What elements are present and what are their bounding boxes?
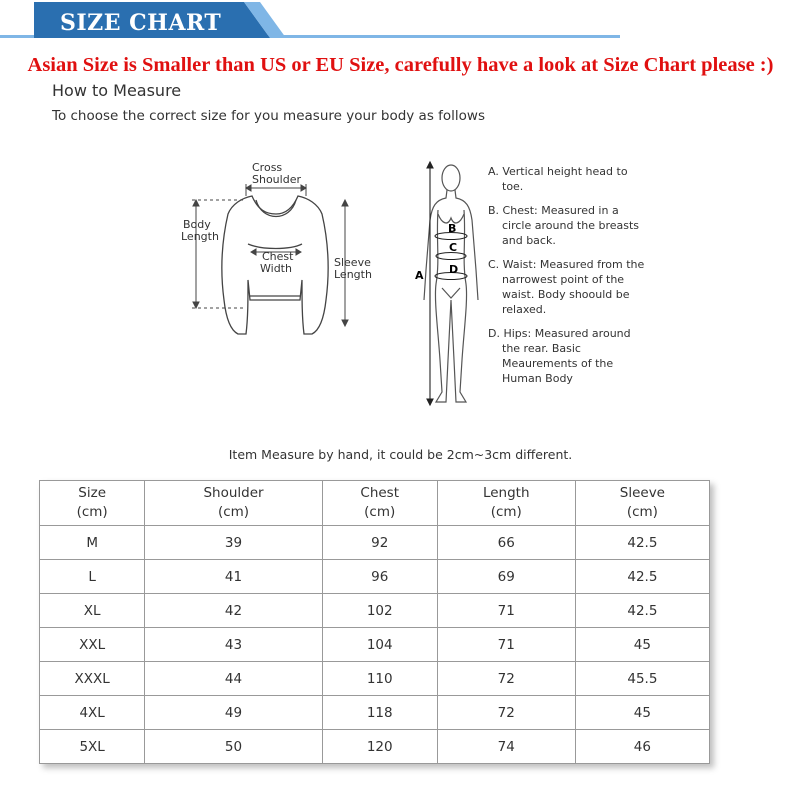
body-label-line1: Body (183, 218, 211, 231)
cell-chest: 92 (322, 526, 437, 560)
letter-a: A (415, 269, 424, 282)
table-row (40, 730, 710, 764)
sleeve-length-label-line2: Length (334, 268, 372, 281)
header-length: Length (cm) (437, 481, 575, 526)
cell-shoulder: 44 (145, 662, 322, 696)
cell-sleeve: 45.5 (575, 662, 709, 696)
cell-size: 4XL (40, 696, 145, 730)
letter-c: C (449, 241, 458, 254)
cell-size: L (40, 560, 145, 594)
note-hips: D. Hips: Measured around the rear. Basic Meaurements of the Human Body (488, 327, 631, 385)
cell-length: 72 (437, 696, 575, 730)
cell-shoulder: 41 (145, 560, 322, 594)
asian-size-warning: Asian Size is Smaller than US or EU Size, carefully have a look at Size Chart please :) (27, 54, 774, 76)
cell-length: 66 (437, 526, 575, 560)
cell-length: 71 (437, 594, 575, 628)
cell-size: XL (40, 594, 145, 628)
how-to-measure-subtitle: To choose the correct size for you measure your body as follows (52, 108, 485, 124)
table-row (40, 662, 710, 696)
cell-sleeve: 42.5 (575, 560, 709, 594)
cell-size: 5XL (40, 730, 145, 764)
cell-size: M (40, 526, 145, 560)
cross-label-line1: Cross (252, 161, 283, 174)
table-row (40, 526, 710, 560)
table-header-row (40, 481, 710, 526)
shoulder-label-line2: Shoulder (252, 173, 301, 186)
cell-size: XXXL (40, 662, 145, 696)
cell-length: 72 (437, 662, 575, 696)
cell-length: 74 (437, 730, 575, 764)
banner-title: SIZE CHART (60, 10, 222, 36)
header-chest: Chest (cm) (322, 481, 437, 526)
how-to-measure-title: How to Measure (52, 81, 182, 100)
chest-label-line1: Chest (262, 250, 294, 263)
cell-length: 71 (437, 628, 575, 662)
letter-b: B (448, 222, 457, 235)
note-waist: C. Waist: Measured from the narrowest point of the waist. Body shoould be relaxed. (488, 258, 645, 316)
letter-d: D (449, 263, 459, 276)
cell-sleeve: 46 (575, 730, 709, 764)
table-row (40, 560, 710, 594)
size-table (39, 480, 710, 764)
note-vertical-height: A. Vertical height head to toe. (488, 165, 628, 193)
note-chest: B. Chest: Measured in a circle around the breasts and back. (488, 204, 640, 247)
cell-sleeve: 45 (575, 628, 709, 662)
cell-chest: 110 (322, 662, 437, 696)
cell-size: XXL (40, 628, 145, 662)
human-body-figure (424, 165, 478, 402)
length-label-line2: Length (181, 230, 219, 243)
table-row (40, 628, 710, 662)
cell-shoulder: 39 (145, 526, 322, 560)
header-shoulder: Shoulder (cm) (145, 481, 322, 526)
header-sleeve: Sleeve (cm) (575, 481, 709, 526)
header-size: Size (cm) (40, 481, 145, 526)
cell-chest: 102 (322, 594, 437, 628)
cell-sleeve: 42.5 (575, 526, 709, 560)
cell-sleeve: 45 (575, 696, 709, 730)
cell-chest: 118 (322, 696, 437, 730)
cell-length: 69 (437, 560, 575, 594)
hand-measure-note: Item Measure by hand, it could be 2cm~3cm different. (228, 447, 573, 462)
cell-chest: 96 (322, 560, 437, 594)
table-row (40, 594, 710, 628)
cell-sleeve: 42.5 (575, 594, 709, 628)
cell-chest: 104 (322, 628, 437, 662)
measurement-notes (488, 164, 648, 395)
width-label-line2: Width (260, 262, 292, 275)
cell-shoulder: 42 (145, 594, 322, 628)
cell-shoulder: 49 (145, 696, 322, 730)
sleeve-label-line1: Sleeve (334, 256, 371, 269)
cell-chest: 120 (322, 730, 437, 764)
table-row (40, 696, 710, 730)
cell-shoulder: 43 (145, 628, 322, 662)
cell-shoulder: 50 (145, 730, 322, 764)
size-chart-banner (0, 0, 801, 52)
